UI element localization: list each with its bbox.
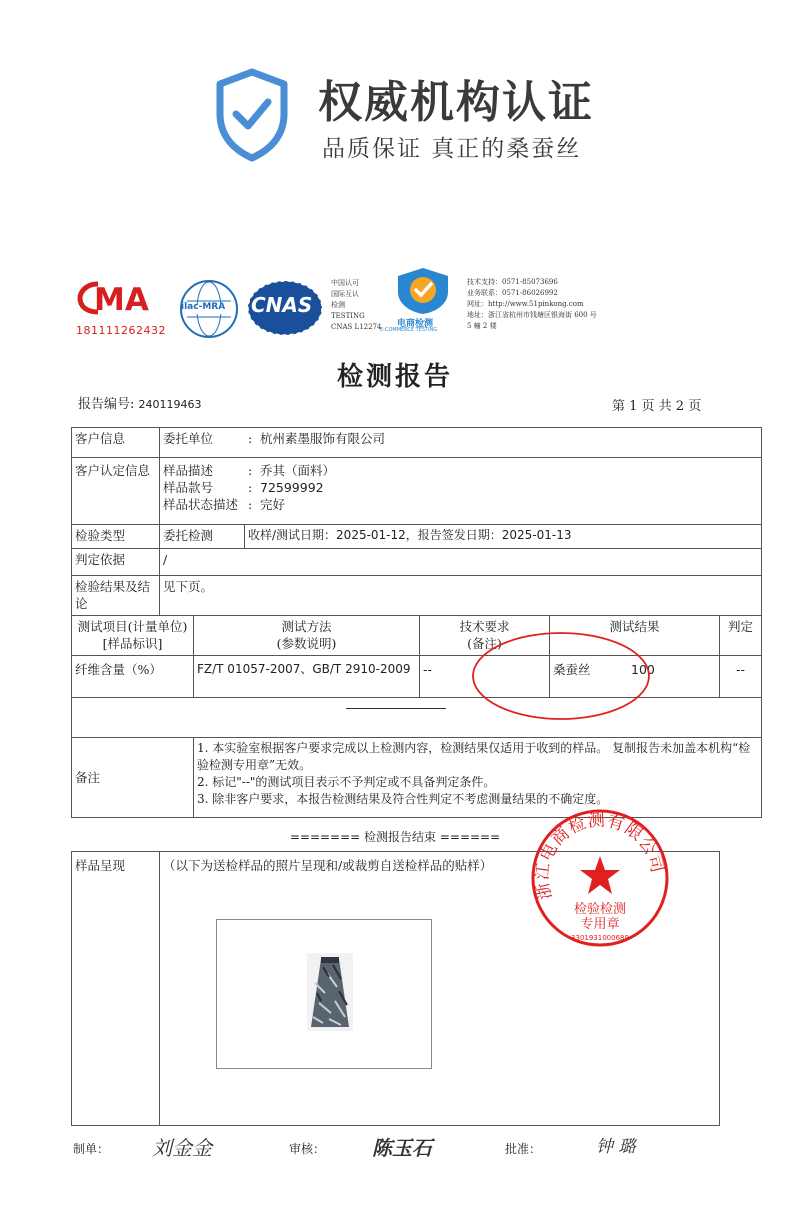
seal-org-name: 浙江电商检测有限公司 — [532, 810, 668, 902]
client-unit-cell — [160, 428, 762, 458]
divider-line — [346, 708, 446, 709]
row-requirement: -- — [420, 656, 550, 698]
basis-value: / — [160, 549, 762, 576]
remark-item: 2. 标记"--"的测试项目表示不予判定或不具备判定条件。 — [197, 775, 496, 789]
col-item-header — [72, 616, 194, 656]
seal-star-icon — [580, 856, 620, 894]
blank-row — [72, 698, 762, 738]
sample-note: （以下为送检样品的照片呈现和/或裁剪自送检样品的贴样） — [160, 852, 720, 1126]
hero-title: 权威机构认证 — [318, 77, 594, 128]
seal-center-1: 检验检测 — [573, 902, 627, 917]
shield-check-icon — [210, 66, 294, 162]
col-method-sub: (参数说明) — [276, 636, 337, 651]
cma-number: 181111262432 — [76, 324, 166, 337]
col-item-label: 测试项目(计量单位) — [77, 619, 188, 634]
col-judge-header — [720, 616, 762, 656]
report-table — [71, 427, 762, 818]
result-highlight-ellipse — [468, 628, 654, 724]
report-title: 检测报告 — [336, 362, 453, 392]
ecom-name: 电商检测 — [397, 319, 434, 329]
sample-desc-label: 样品描述 — [163, 463, 214, 478]
sample-photo-frame — [216, 919, 432, 1069]
dates-value: 收样/测试日期：2025-01-12，报告签发日期：2025-01-13 — [245, 525, 762, 549]
sample-state-value: 完好 — [260, 497, 286, 512]
remarks-cell — [194, 738, 762, 818]
client-confirm-cell — [160, 458, 762, 525]
cnas-info — [331, 278, 381, 333]
col-judge-label: 判定 — [728, 619, 754, 634]
basis-row — [72, 549, 762, 576]
client-confirm-label: 客户认定信息 — [72, 458, 160, 525]
reviewer-label: 审核： — [289, 1142, 326, 1156]
col-method-header — [194, 616, 420, 656]
row-item: 纤维含量（%） — [72, 656, 194, 698]
hero-subtitle: 品质保证 真正的桑蚕丝 — [322, 136, 582, 162]
report-number — [78, 393, 202, 412]
conclusion-value: 见下页。 — [160, 576, 762, 616]
separator: : — [248, 497, 253, 512]
approver-label: 批准： — [505, 1142, 542, 1156]
client-confirm-row — [72, 458, 762, 525]
sample-no-label: 样品款号 — [163, 480, 214, 495]
seal-number: 3301931000689 — [571, 934, 629, 942]
separator: : — [248, 480, 253, 495]
sample-no-value: 72599992 — [260, 480, 324, 495]
cnas-info-line: CNAS L12274 — [331, 323, 382, 331]
cnas-info-line: TESTING — [331, 312, 365, 320]
maker-signature: 刘金金 — [152, 1136, 212, 1160]
svg-text:MA: MA — [94, 282, 149, 318]
inspection-type-label: 检验类型 — [72, 525, 160, 549]
maker-label: 制单： — [73, 1142, 110, 1156]
end-line: ======= 检测报告结束 ====== — [289, 830, 501, 844]
page-info: 第 1 页 共 2 页 — [612, 399, 702, 414]
client-unit-label: 委托单位 — [163, 431, 214, 446]
ilac-text: ilac-MRA — [181, 302, 226, 312]
report-number-label: 报告编号: — [78, 397, 135, 412]
approver-signature: 钟 璐 — [596, 1137, 636, 1157]
ecommerce-testing-logo — [380, 266, 462, 336]
sample-state-label: 样品状态描述 — [163, 497, 239, 512]
row-fiber: 桑蚕丝 — [553, 662, 591, 677]
official-seal — [528, 806, 672, 950]
col-req-sub: (备注) — [467, 636, 502, 651]
contact-line: 业务联系：0571-86026992 — [467, 289, 558, 297]
ilac-mra-logo — [179, 279, 239, 339]
header-row — [72, 616, 762, 656]
col-item-sub: [样品标识] — [102, 636, 163, 651]
report-number-value: 240119463 — [138, 398, 202, 411]
ecom-shield-icon — [392, 266, 454, 316]
remark-item: 1. 本实验室根据客户要求完成以上检测内容，检测结果仅适用于收到的样品。 复制报告未加盖本机构“检验检测专用章”无效。 — [197, 741, 751, 772]
col-req-label: 技术要求 — [459, 619, 510, 634]
contact-line: 5 幢 2 楼 — [467, 322, 497, 330]
row-judge: -- — [720, 656, 762, 698]
sample-label: 样品呈现 — [72, 852, 160, 1126]
separator: : — [248, 463, 253, 478]
skirt-photo — [307, 953, 353, 1031]
contact-line: 网址：http://www.51pinkong.com — [467, 300, 584, 308]
sample-desc-value: 乔其（面料） — [260, 463, 336, 478]
cnas-info-line: 中国认可 — [331, 279, 359, 287]
reviewer-signature: 陈玉石 — [372, 1136, 432, 1160]
inspection-row — [72, 525, 762, 549]
col-result-label: 测试结果 — [609, 619, 660, 634]
contact-info — [467, 277, 597, 332]
cnas-info-line: 国际互认 — [331, 290, 359, 298]
conclusion-row — [72, 576, 762, 616]
blank-cell — [72, 698, 762, 738]
cma-logo — [76, 278, 172, 336]
col-method-label: 测试方法 — [281, 619, 332, 634]
result-row — [72, 656, 762, 698]
row-method: FZ/T 01057-2007、GB/T 2910-2009 — [194, 656, 420, 698]
cnas-logo — [246, 279, 324, 337]
seal-center-2: 专用章 — [580, 917, 620, 932]
cma-mark-icon — [76, 278, 172, 318]
row-value: 100 — [631, 662, 655, 677]
inspection-type-value: 委托检测 — [160, 525, 245, 549]
basis-label: 判定依据 — [72, 549, 160, 576]
remark-item: 3. 除非客户要求，本报告检测结果及符合性判定不考虑测量结果的不确定度。 — [197, 792, 609, 806]
client-info-row — [72, 428, 762, 458]
cnas-text: CNAS — [251, 293, 313, 317]
contact-line: 技术支持：0571-85073696 — [467, 278, 558, 286]
separator: : — [248, 431, 253, 446]
cnas-info-line: 检测 — [331, 301, 345, 309]
contact-line: 地址：浙江省杭州市钱塘区银海街 600 号 — [467, 311, 597, 319]
client-info-label: 客户信息 — [72, 428, 160, 458]
conclusion-label: 检验结果及结论 — [72, 576, 160, 616]
svg-text:浙江电商检测有限公司 — [532, 811, 667, 902]
client-unit-value: 杭州素墨服饰有限公司 — [260, 431, 386, 446]
remarks-label: 备注 — [72, 738, 194, 818]
ecom-en: E-COMMERCE TESTING — [380, 327, 438, 333]
